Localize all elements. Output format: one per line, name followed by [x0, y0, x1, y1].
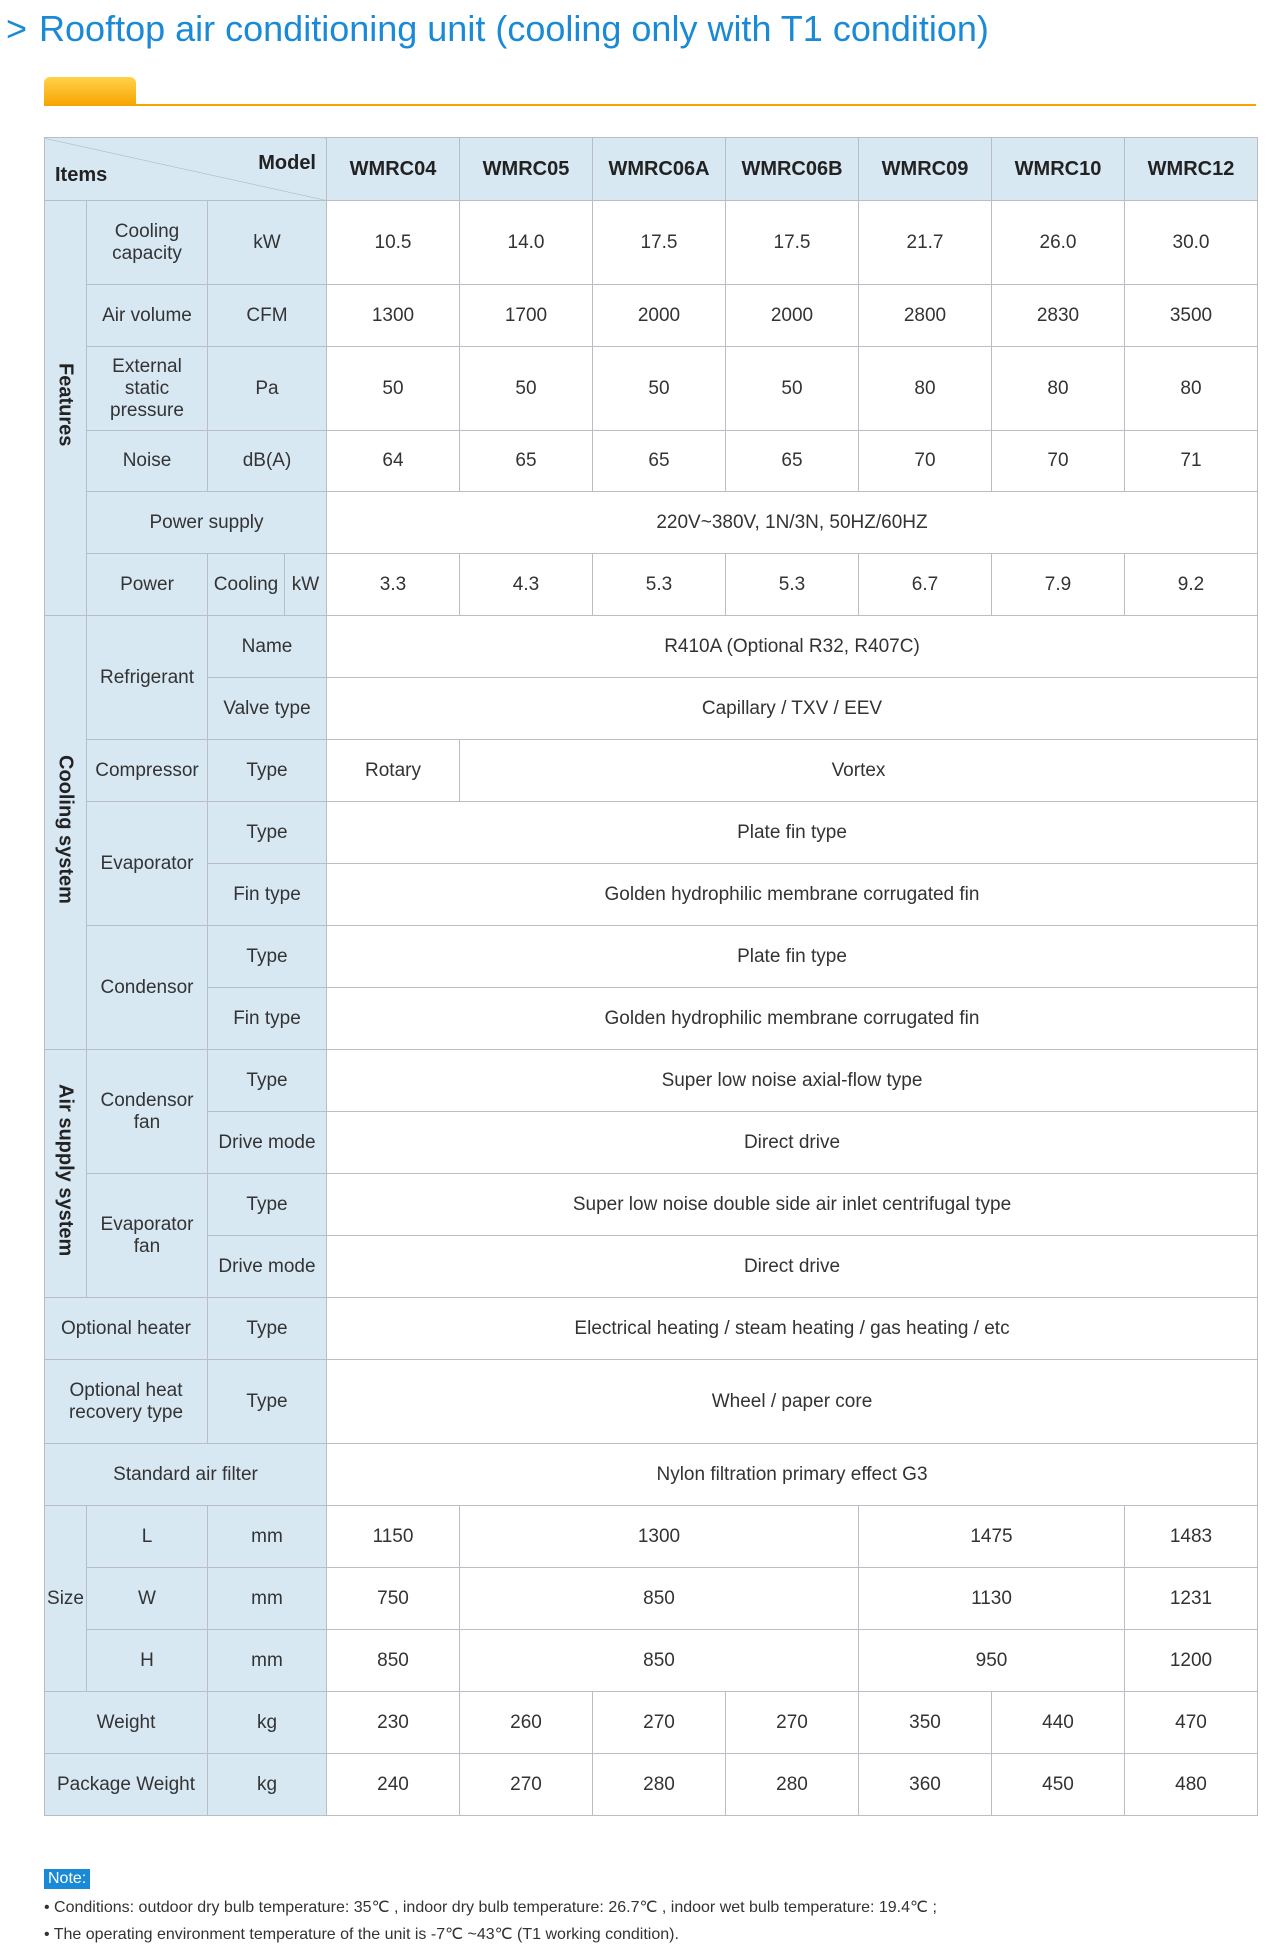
- row-label: Cooling capacity: [87, 201, 208, 285]
- value-cell: 1150: [327, 1506, 460, 1568]
- section-label: Cooling system: [54, 755, 77, 904]
- spec-table: [44, 137, 1258, 1816]
- value-cell: 1130: [859, 1568, 1125, 1630]
- value-cell: Direct drive: [327, 1112, 1258, 1174]
- table-row: [45, 347, 1258, 431]
- table-row: [45, 740, 1258, 802]
- row-label: Evaporator: [87, 802, 208, 926]
- model-col-header: WMRC09: [859, 138, 992, 201]
- table-header-row: [45, 138, 1258, 201]
- sub-label: Fin type: [208, 864, 327, 926]
- model-col-header: WMRC04: [327, 138, 460, 201]
- value-cell: 270: [593, 1692, 726, 1754]
- sub-label: Valve type: [208, 678, 327, 740]
- value-cell: Direct drive: [327, 1236, 1258, 1298]
- section-air-supply: [45, 1050, 87, 1298]
- row-label: Power: [87, 554, 208, 616]
- table-row: [45, 802, 1258, 864]
- value-cell: 2800: [859, 285, 992, 347]
- unit-cell: mm: [208, 1568, 327, 1630]
- sub-label: Drive mode: [208, 1236, 327, 1298]
- value-cell: 80: [992, 347, 1125, 431]
- row-label: Optional heater: [45, 1298, 208, 1360]
- value-cell: 80: [1125, 347, 1258, 431]
- value-cell: Plate fin type: [327, 926, 1258, 988]
- value-cell: 65: [726, 431, 859, 492]
- table-row: [45, 1754, 1258, 1816]
- value-cell: 950: [859, 1630, 1125, 1692]
- value-cell: 65: [593, 431, 726, 492]
- accent-tab: [44, 77, 136, 106]
- accent-divider: [44, 104, 1256, 106]
- table-row: [45, 1692, 1258, 1754]
- section-label: Features: [54, 363, 77, 447]
- value-cell: 350: [859, 1692, 992, 1754]
- value-cell: Electrical heating / steam heating / gas heating / etc: [327, 1298, 1258, 1360]
- value-cell: 1231: [1125, 1568, 1258, 1630]
- value-cell: 1200: [1125, 1630, 1258, 1692]
- value-cell: 4.3: [460, 554, 593, 616]
- table-row: [45, 201, 1258, 285]
- note-tag: Note:: [44, 1869, 90, 1889]
- value-cell: 480: [1125, 1754, 1258, 1816]
- value-cell: 21.7: [859, 201, 992, 285]
- table-row: [45, 1050, 1258, 1112]
- sub-label: Name: [208, 616, 327, 678]
- value-cell: 80: [859, 347, 992, 431]
- value-cell: 3.3: [327, 554, 460, 616]
- page-title-text: Rooftop air conditioning unit (cooling only with T1 condition): [39, 8, 989, 49]
- unit-cell: CFM: [208, 285, 327, 347]
- table-row: [45, 1444, 1258, 1506]
- table-row: [45, 1174, 1258, 1236]
- value-cell: 17.5: [593, 201, 726, 285]
- value-cell: 270: [460, 1754, 593, 1816]
- value-cell: 26.0: [992, 201, 1125, 285]
- value-cell: 2830: [992, 285, 1125, 347]
- row-label: Refrigerant: [87, 616, 208, 740]
- value-cell: Golden hydrophilic membrane corrugated fin: [327, 864, 1258, 926]
- row-label: Weight: [45, 1692, 208, 1754]
- unit-cell: kg: [208, 1754, 327, 1816]
- model-col-header: WMRC05: [460, 138, 593, 201]
- page-title: [6, 8, 989, 50]
- value-cell: R410A (Optional R32, R407C): [327, 616, 1258, 678]
- row-label: W: [87, 1568, 208, 1630]
- sub-label: Drive mode: [208, 1112, 327, 1174]
- row-label: Package Weight: [45, 1754, 208, 1816]
- table-row: [45, 285, 1258, 347]
- value-cell: Vortex: [460, 740, 1258, 802]
- unit-cell: dB(A): [208, 431, 327, 492]
- table-row: [45, 678, 1258, 740]
- value-cell: 1483: [1125, 1506, 1258, 1568]
- value-cell: 450: [992, 1754, 1125, 1816]
- unit-cell: kW: [208, 201, 327, 285]
- value-cell: 71: [1125, 431, 1258, 492]
- value-cell: 1700: [460, 285, 593, 347]
- items-label: Items: [55, 164, 108, 186]
- model-label: Model: [258, 152, 316, 174]
- value-cell: 850: [460, 1630, 859, 1692]
- value-cell: 64: [327, 431, 460, 492]
- unit-cell: mm: [208, 1506, 327, 1568]
- value-cell: 50: [726, 347, 859, 431]
- value-cell: Capillary / TXV / EEV: [327, 678, 1258, 740]
- value-cell: 1475: [859, 1506, 1125, 1568]
- value-cell: Wheel / paper core: [327, 1360, 1258, 1444]
- unit-cell: mm: [208, 1630, 327, 1692]
- row-label: Evaporator fan: [87, 1174, 208, 1298]
- row-label: External static pressure: [87, 347, 208, 431]
- table-row: [45, 988, 1258, 1050]
- row-label: H: [87, 1630, 208, 1692]
- row-label: Compressor: [87, 740, 208, 802]
- value-cell: 70: [859, 431, 992, 492]
- value-cell: 1300: [327, 285, 460, 347]
- note-line: • Conditions: outdoor dry bulb temperature: 35℃ , indoor dry bulb temperature: 26.7℃ , indoor wet bulb temperature: 19.4℃ ;: [44, 1899, 937, 1916]
- sub-label: Type: [208, 802, 327, 864]
- value-cell: 270: [726, 1692, 859, 1754]
- value-cell: 10.5: [327, 201, 460, 285]
- value-cell: 230: [327, 1692, 460, 1754]
- value-cell: 3500: [1125, 285, 1258, 347]
- table-row: [45, 1112, 1258, 1174]
- value-cell: 850: [460, 1568, 859, 1630]
- value-cell: 260: [460, 1692, 593, 1754]
- value-cell: Super low noise double side air inlet centrifugal type: [327, 1174, 1258, 1236]
- table-row: [45, 554, 1258, 616]
- value-cell: 65: [460, 431, 593, 492]
- row-label: Noise: [87, 431, 208, 492]
- sub-label: Type: [208, 1360, 327, 1444]
- sub-label: Type: [208, 1174, 327, 1236]
- table-row: [45, 1298, 1258, 1360]
- note-line: • The operating environment temperature of the unit is -7℃ ~43℃ (T1 working condition).: [44, 1926, 679, 1943]
- table-row: [45, 1630, 1258, 1692]
- value-cell: Plate fin type: [327, 802, 1258, 864]
- value-cell: 220V~380V, 1N/3N, 50HZ/60HZ: [327, 492, 1258, 554]
- value-cell: 240: [327, 1754, 460, 1816]
- model-col-header: WMRC12: [1125, 138, 1258, 201]
- section-cooling: [45, 616, 87, 1050]
- value-cell: 14.0: [460, 201, 593, 285]
- value-cell: Super low noise axial-flow type: [327, 1050, 1258, 1112]
- row-label: Air volume: [87, 285, 208, 347]
- row-label: Optional heat recovery type: [45, 1360, 208, 1444]
- value-cell: 70: [992, 431, 1125, 492]
- value-cell: 5.3: [726, 554, 859, 616]
- unit-cell: kg: [208, 1692, 327, 1754]
- value-cell: 50: [593, 347, 726, 431]
- table-row: [45, 1568, 1258, 1630]
- unit-cell: Pa: [208, 347, 327, 431]
- sub-label: Type: [208, 1298, 327, 1360]
- row-label: Condensor fan: [87, 1050, 208, 1174]
- value-cell: 50: [460, 347, 593, 431]
- table-row: [45, 864, 1258, 926]
- value-cell: 470: [1125, 1692, 1258, 1754]
- value-cell: 440: [992, 1692, 1125, 1754]
- table-row: [45, 431, 1258, 492]
- value-cell: 1300: [460, 1506, 859, 1568]
- table-row: [45, 926, 1258, 988]
- value-cell: 280: [593, 1754, 726, 1816]
- table-row: [45, 616, 1258, 678]
- value-cell: 30.0: [1125, 201, 1258, 285]
- section-label: Air supply system: [54, 1084, 77, 1257]
- value-cell: 6.7: [859, 554, 992, 616]
- value-cell: 850: [327, 1630, 460, 1692]
- value-cell: 750: [327, 1568, 460, 1630]
- section-size: Size: [45, 1506, 87, 1692]
- row-label: L: [87, 1506, 208, 1568]
- value-cell: 360: [859, 1754, 992, 1816]
- row-label: Power supply: [87, 492, 327, 554]
- table-row: [45, 1506, 1258, 1568]
- value-cell: 2000: [726, 285, 859, 347]
- value-cell: 50: [327, 347, 460, 431]
- value-cell: 2000: [593, 285, 726, 347]
- sub-label: Cooling: [208, 554, 285, 616]
- row-label: Condensor: [87, 926, 208, 1050]
- chevron-right-icon: >: [6, 8, 28, 49]
- value-cell: 5.3: [593, 554, 726, 616]
- unit-cell: kW: [285, 554, 327, 616]
- model-col-header: WMRC10: [992, 138, 1125, 201]
- model-col-header: WMRC06A: [593, 138, 726, 201]
- value-cell: Golden hydrophilic membrane corrugated fin: [327, 988, 1258, 1050]
- sub-label: Type: [208, 1050, 327, 1112]
- row-label: Standard air filter: [45, 1444, 327, 1506]
- model-col-header: WMRC06B: [726, 138, 859, 201]
- value-cell: 7.9: [992, 554, 1125, 616]
- value-cell: 9.2: [1125, 554, 1258, 616]
- items-model-cell: [45, 138, 327, 201]
- table-row: [45, 1236, 1258, 1298]
- section-features: [45, 201, 87, 616]
- value-cell: 17.5: [726, 201, 859, 285]
- sub-label: Type: [208, 740, 327, 802]
- value-cell: Rotary: [327, 740, 460, 802]
- value-cell: Nylon filtration primary effect G3: [327, 1444, 1258, 1506]
- table-row: [45, 492, 1258, 554]
- sub-label: Fin type: [208, 988, 327, 1050]
- sub-label: Type: [208, 926, 327, 988]
- table-row: [45, 1360, 1258, 1444]
- value-cell: 280: [726, 1754, 859, 1816]
